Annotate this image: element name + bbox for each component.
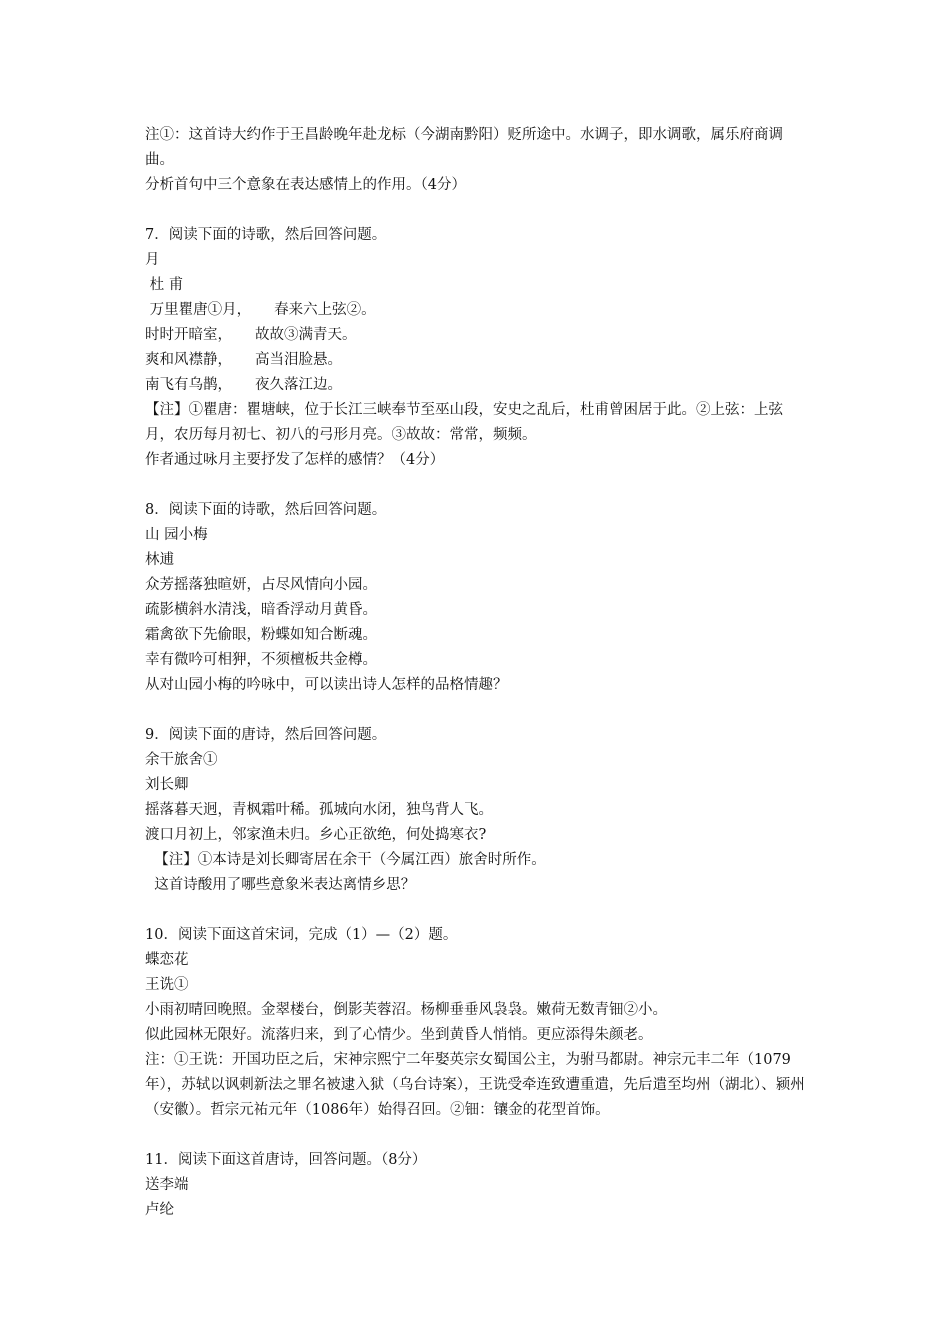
q7-question: 作者通过咏月主要抒发了怎样的感情？（4分） — [145, 452, 445, 468]
spacer — [145, 698, 810, 723]
q8-poem-line: 幸有微吟可相狎，不须檀板共金樽。 — [145, 652, 377, 668]
q7-poem-line: 时时开暗室， 故故③满青天。 — [145, 327, 357, 343]
q6-question: 分析首句中三个意象在表达感情上的作用。（4分） — [145, 177, 466, 193]
spacer — [145, 898, 810, 923]
q9-note: 【注】①本诗是刘长卿寄居在余干（今属江西）旅舍时所作。 — [145, 852, 546, 868]
q7-poem-line: 万里瞿唐①月， 春来六上弦②。 — [145, 302, 376, 318]
q8-poem-author: 林逋 — [145, 552, 174, 568]
q7-prompt: 7．阅读下面的诗歌，然后回答问题。 — [145, 227, 387, 243]
q8-poem-title: 山 园小梅 — [145, 527, 208, 543]
q10-poem-title: 蝶恋花 — [145, 952, 189, 968]
q10-poem-line: 小雨初晴回晚照。金翠楼台，倒影芙蓉沼。杨柳垂垂风袅袅。嫩荷无数青钿②小。 — [145, 1002, 667, 1018]
q11-poem-author: 卢纶 — [145, 1202, 174, 1218]
q8-question: 从对山园小梅的吟咏中，可以读出诗人怎样的品格情趣？ — [145, 677, 508, 693]
q9-question: 这首诗酸用了哪些意象米表达离情乡思？ — [145, 877, 416, 893]
spacer — [145, 473, 810, 498]
spacer — [145, 198, 810, 223]
q10-note: 注：①王诜：开国功臣之后，宋神宗熙宁二年娶英宗女蜀国公主，为驸马都尉。神宗元丰二年（1079年），苏轼以讽刺新法之罪名被逮入狱（乌台诗案），王诜受牵连致遭重遣，先后遣至均州（湖北）、颍州（安徽）。哲宗元祐元年（1086年）始得召回。②钿：镶金的花型首饰。 — [145, 1052, 805, 1118]
q6-note: 注①：这首诗大约作于王昌龄晚年赴龙标（今湖南黔阳）贬所途中。水调子，即水调歌，属乐府商调曲。 — [145, 127, 783, 168]
q10-poem-line: 似此园林无限好。流落归来，到了心情少。坐到黄昏人悄悄。更应添得朱颜老。 — [145, 1027, 653, 1043]
q10-prompt: 10．阅读下面这首宋词，完成（1）—（2）题。 — [145, 927, 458, 943]
q9-poem-line: 渡口月初上，邻家渔未归。乡心正欲绝，何处捣寒衣? — [145, 827, 487, 843]
q9-prompt: 9．阅读下面的唐诗，然后回答问题。 — [145, 727, 387, 743]
q8-prompt: 8．阅读下面的诗歌，然后回答问题。 — [145, 502, 387, 518]
q7-poem-title: 月 — [145, 252, 160, 268]
q11-prompt: 11．阅读下面这首唐诗，回答问题。（8分） — [145, 1152, 427, 1168]
q7-poem-author: 杜 甫 — [145, 277, 184, 293]
q7-poem-line: 爽和风襟静， 高当泪脸悬。 — [145, 352, 343, 368]
q9-poem-title: 余干旅舍① — [145, 752, 218, 768]
q9-poem-line: 摇落暮天迥，青枫霜叶稀。孤城向水闭，独鸟背人飞。 — [145, 802, 493, 818]
spacer — [145, 1123, 810, 1148]
q8-poem-line: 众芳摇落独暄妍，占尽风情向小园。 — [145, 577, 377, 593]
q10-poem-author: 王诜① — [145, 977, 189, 993]
q7-poem-line: 南飞有乌鹊， 夜久落江边。 — [145, 377, 343, 393]
q11-poem-title: 送李端 — [145, 1177, 189, 1193]
document-body — [145, 123, 810, 1223]
q8-poem-line: 疏影横斜水清浅，暗香浮动月黄昏。 — [145, 602, 377, 618]
q8-poem-line: 霜禽欲下先偷眼，粉蝶如知合断魂。 — [145, 627, 377, 643]
q9-poem-author: 刘长卿 — [145, 777, 189, 793]
q7-note: 【注】①瞿唐：瞿塘峡，位于长江三峡奉节至巫山段，安史之乱后，杜甫曾困居于此。②上弦：上弦月，农历每月初七、初八的弓形月亮。③故故：常常，频频。 — [145, 402, 783, 443]
